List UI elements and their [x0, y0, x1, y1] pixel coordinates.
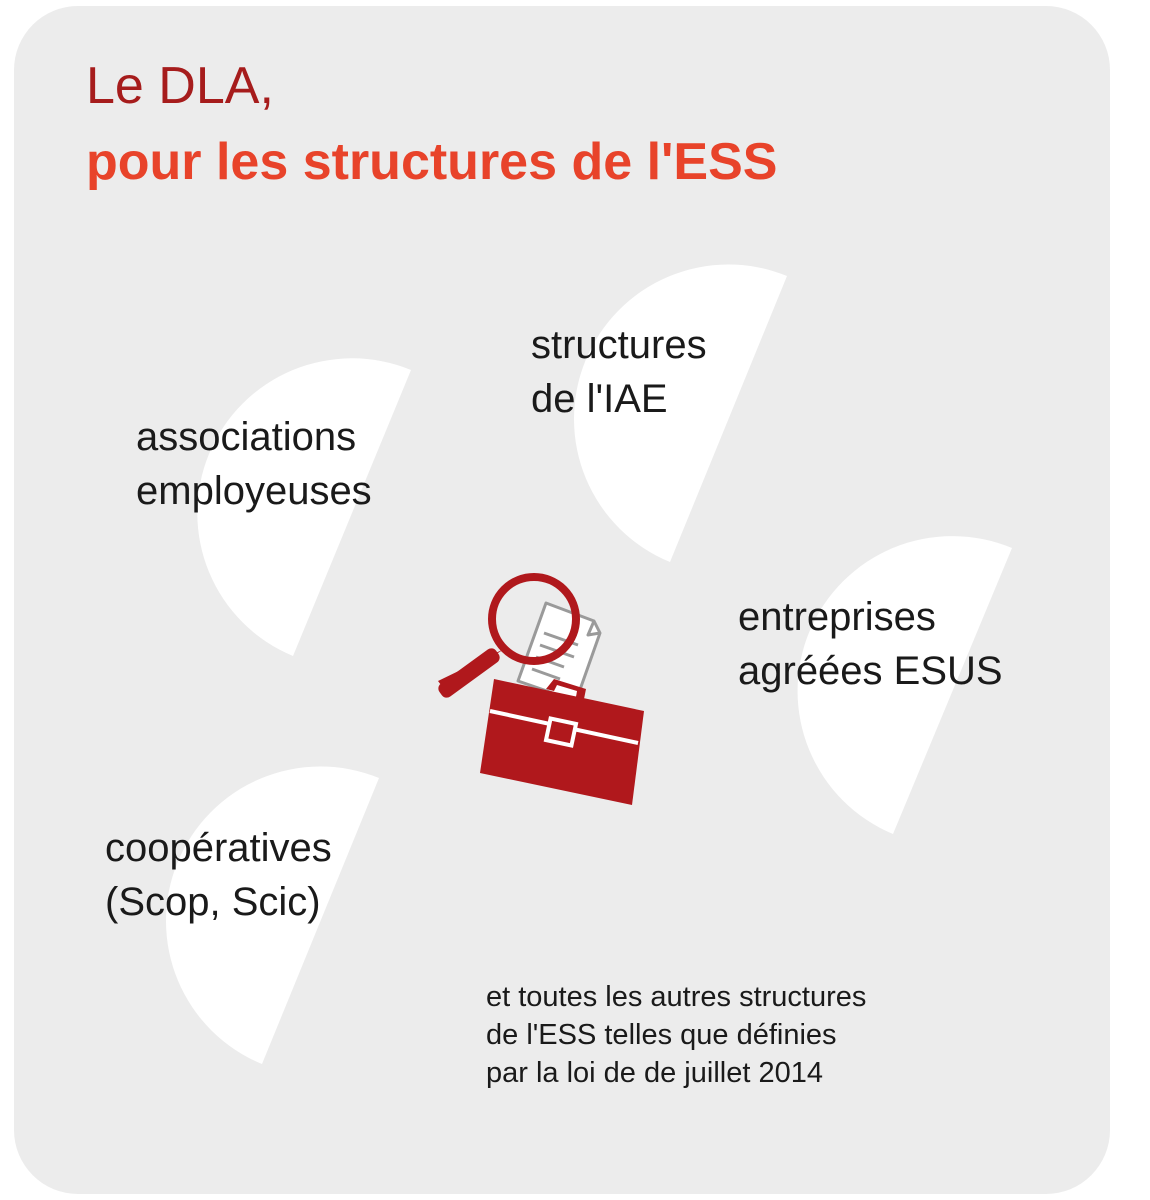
category-associations-line-1: associations [136, 415, 357, 459]
footnote-line-1: et toutes les autres structures [486, 981, 867, 1013]
footnote-line-3: par la loi de de juillet 2014 [486, 1057, 823, 1089]
infographic-card [14, 6, 1110, 1194]
category-esus [738, 590, 1003, 698]
footnote-line-2: de l'ESS telles que définies [486, 1019, 837, 1051]
category-esus-line-2: agréées ESUS [738, 649, 1003, 693]
category-associations [136, 410, 372, 518]
briefcase-illustration [414, 561, 654, 821]
category-esus-line-1: entreprises [738, 595, 936, 639]
category-iae-line-2: de l'IAE [531, 377, 668, 421]
category-cooperatives-line-2: (Scop, Scic) [105, 880, 321, 924]
category-cooperatives [105, 821, 332, 929]
category-associations-line-2: employeuses [136, 469, 372, 513]
category-iae [531, 318, 707, 426]
footnote [486, 978, 866, 1092]
title-line-1: Le DLA, [86, 57, 274, 115]
title-line-2: pour les structures de l'ESS [86, 133, 778, 191]
category-iae-line-1: structures [531, 323, 707, 367]
category-cooperatives-line-1: coopératives [105, 826, 332, 870]
briefcase-icon [480, 679, 644, 805]
